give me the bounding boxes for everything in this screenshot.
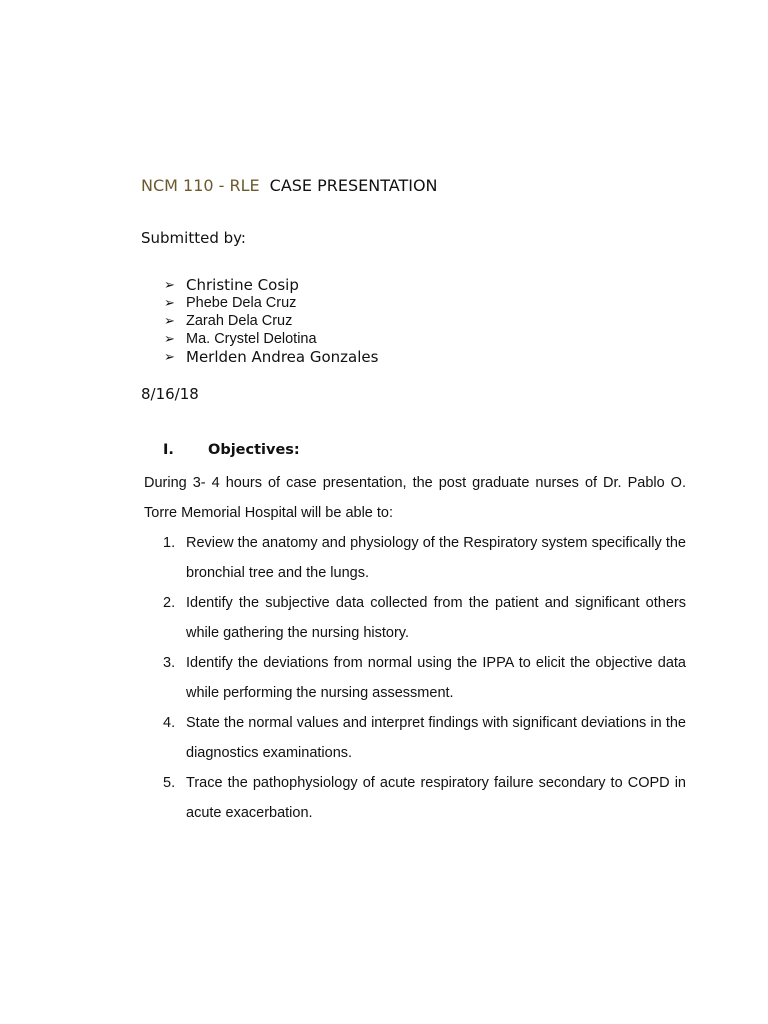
member-name: Merlden Andrea Gonzales [186, 348, 379, 366]
objective-number: 5. [163, 775, 176, 791]
objective-text: Trace the pathophysiology of acute respiratory failure secondary to COPD in acute exacerbation. [186, 775, 686, 821]
submission-date: 8/16/18 [141, 385, 199, 403]
submitted-by-label: Submitted by: [141, 229, 246, 247]
member-item [164, 348, 378, 366]
member-item [164, 276, 378, 294]
objective-text: State the normal values and interpret findings with significant deviations in the diagnostics examinations. [186, 715, 686, 761]
objective-item [160, 588, 686, 648]
arrow-bullet-icon: ➢ [164, 349, 175, 365]
objectives-list [160, 528, 686, 828]
member-item [164, 294, 378, 312]
member-list [164, 276, 378, 366]
objective-number: 1. [163, 535, 176, 551]
presentation-heading: CASE PRESENTATION [269, 176, 438, 195]
member-name: Phebe Dela Cruz [186, 295, 297, 311]
objective-item [160, 768, 686, 828]
objective-item [160, 708, 686, 768]
objective-number: 4. [163, 715, 176, 731]
course-code: NCM 110 - RLE [141, 176, 260, 195]
objective-number: 3. [163, 655, 176, 671]
objective-text: Review the anatomy and physiology of the Respiratory system specifically the bronchial tree and the lungs. [186, 535, 686, 581]
member-item [164, 312, 378, 330]
member-name: Ma. Crystel Delotina [186, 331, 317, 347]
section-heading [163, 442, 300, 458]
document-title [141, 176, 438, 195]
arrow-bullet-icon: ➢ [164, 331, 175, 347]
objective-number: 2. [163, 595, 176, 611]
arrow-bullet-icon: ➢ [164, 277, 175, 293]
intro-paragraph: During 3- 4 hours of case presentation, the post graduate nurses of Dr. Pablo O. Torre Memorial Hospital will be able to: [144, 475, 686, 521]
arrow-bullet-icon: ➢ [164, 313, 175, 329]
section-number: I. [163, 442, 174, 458]
objective-text: Identify the deviations from normal using the IPPA to elicit the objective data while performing the nursing assessment. [186, 655, 686, 701]
arrow-bullet-icon: ➢ [164, 295, 175, 311]
section-title: Objectives: [208, 442, 300, 458]
objective-item [160, 648, 686, 708]
member-name: Zarah Dela Cruz [186, 313, 293, 329]
objective-text: Identify the subjective data collected from the patient and significant others while gathering the nursing history. [186, 595, 686, 641]
member-item [164, 330, 378, 348]
member-name: Christine Cosip [186, 276, 299, 294]
objective-item [160, 528, 686, 588]
